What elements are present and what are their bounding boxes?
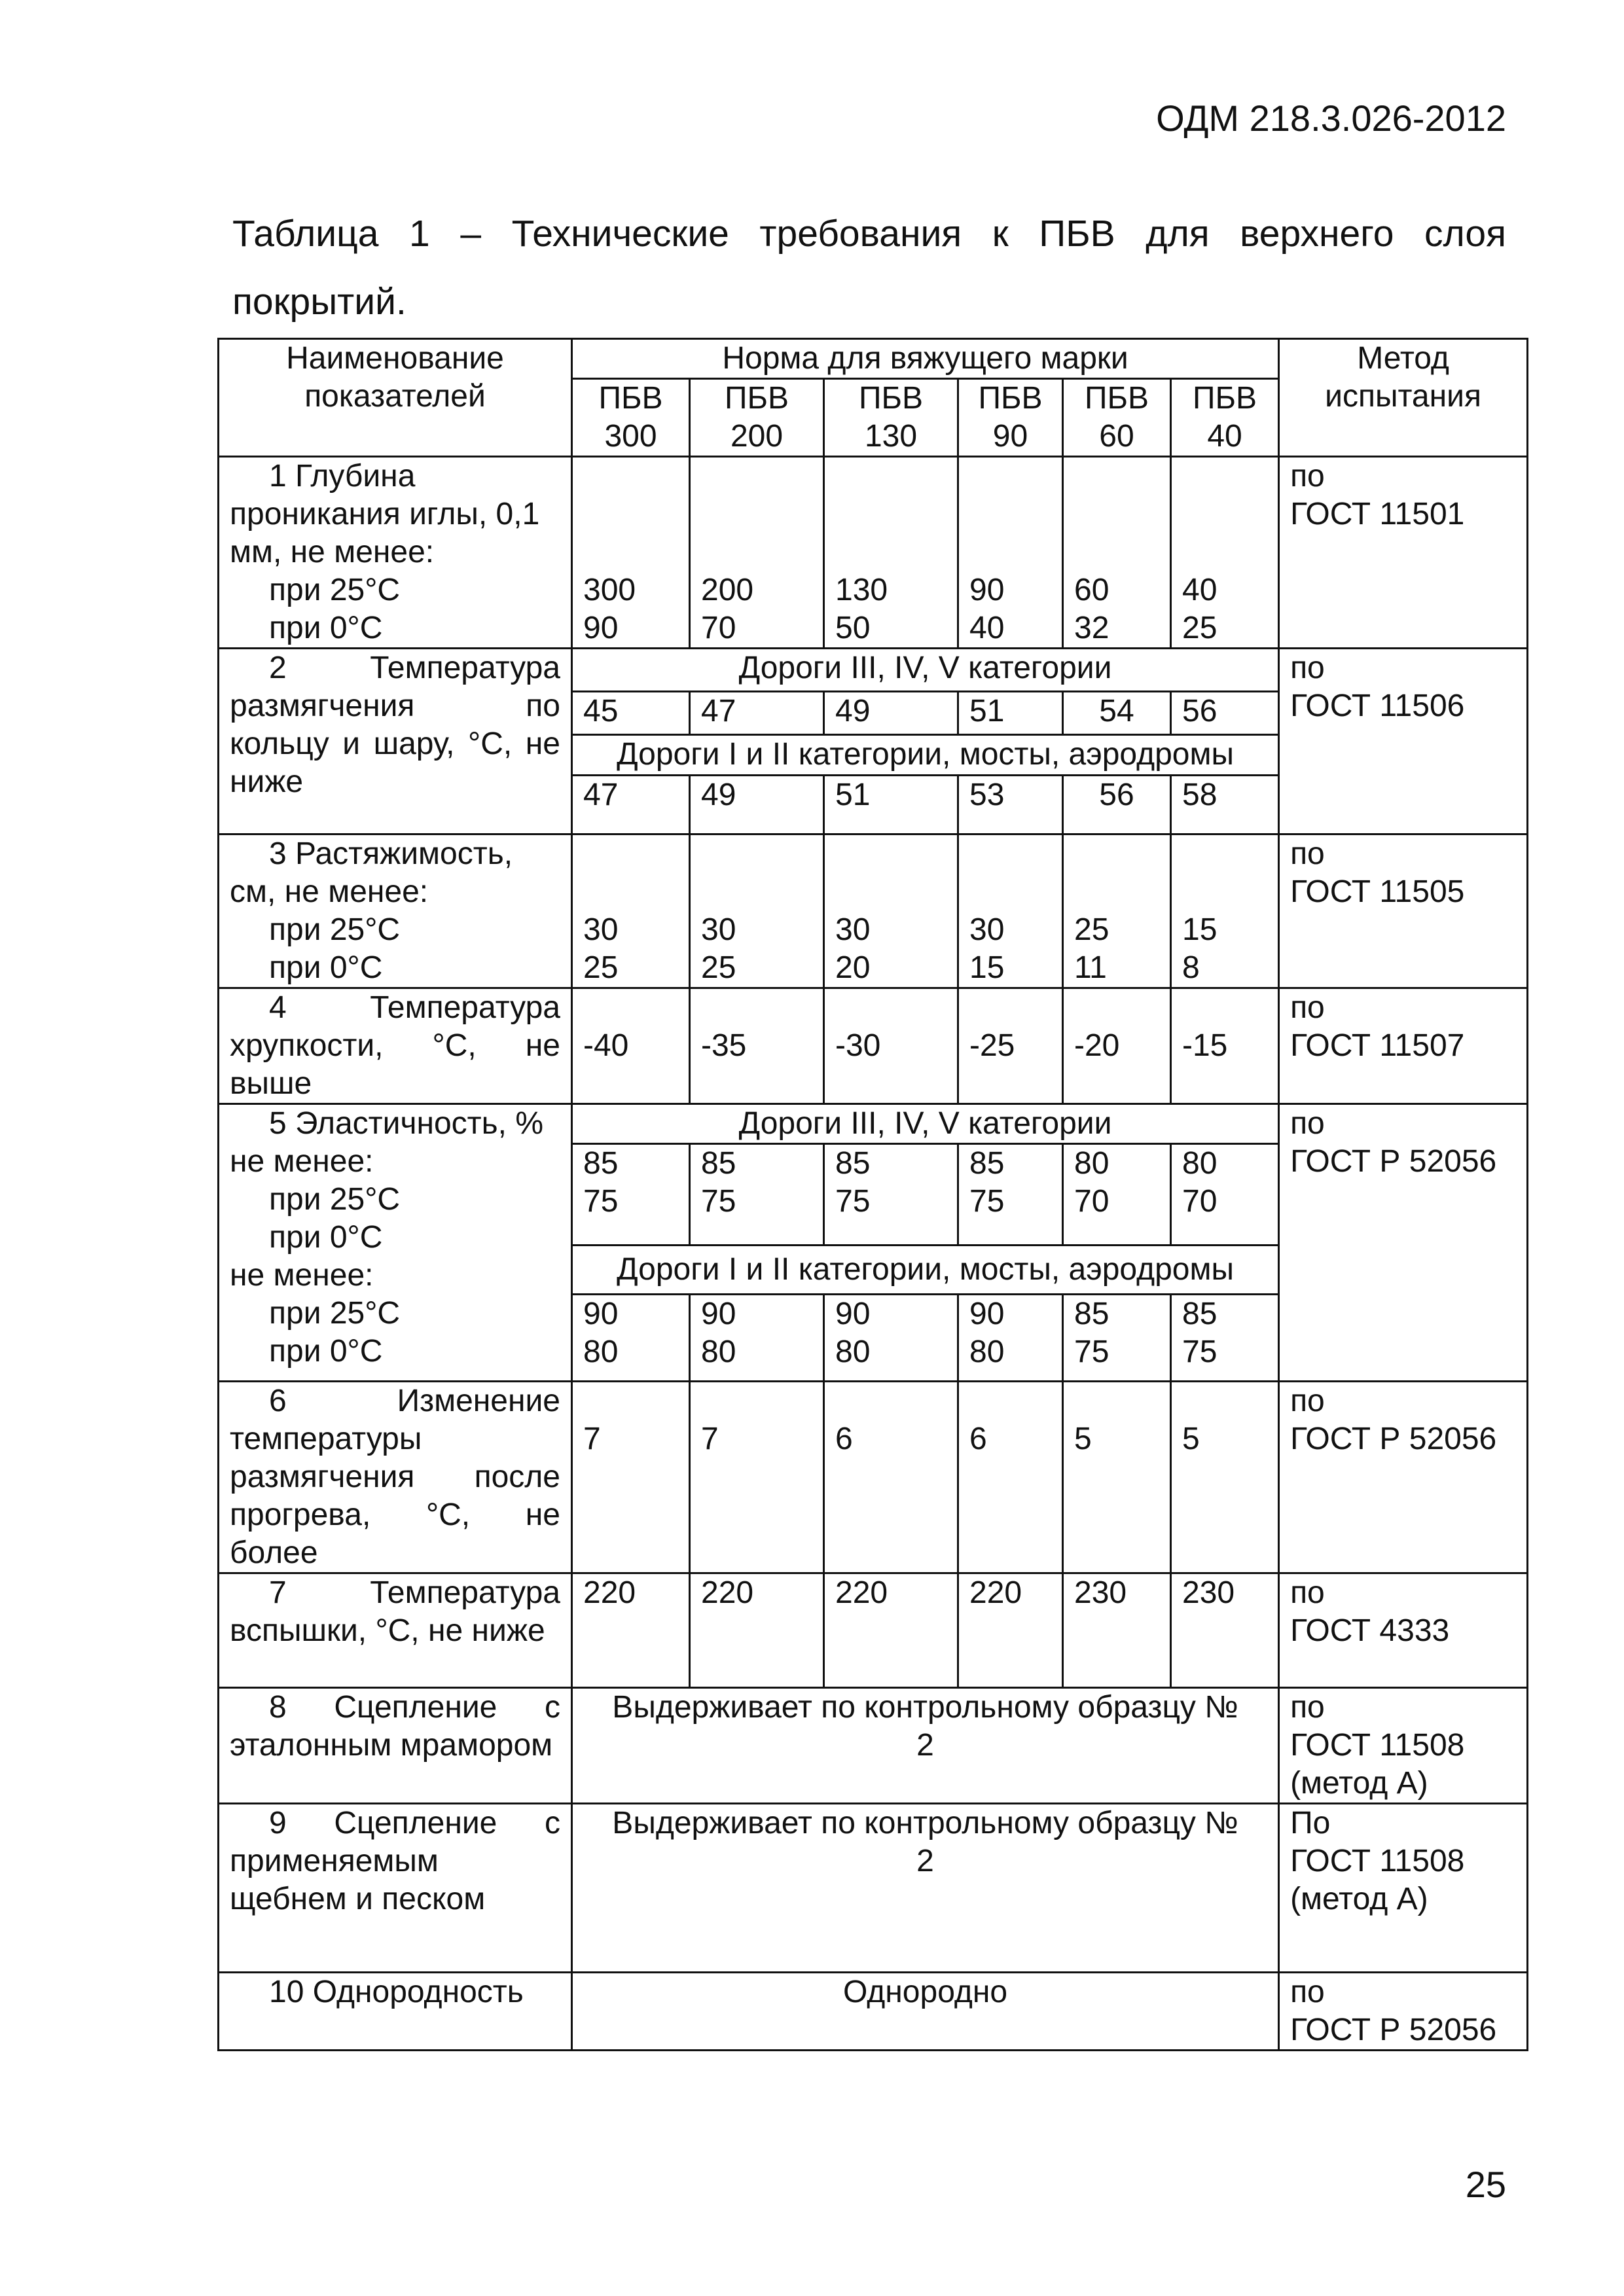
merged-value-cell: Выдерживает по контрольному образцу № 2 xyxy=(572,1804,1279,1973)
value: 90 xyxy=(969,1297,1005,1331)
value: 15 xyxy=(1182,912,1218,947)
value-cell: 7 xyxy=(690,1382,824,1573)
indicator-title: 1 Глубина проникания иглы, 0,1 мм, не менее: xyxy=(230,459,540,569)
method-line: по xyxy=(1290,1975,1325,2009)
value-cell xyxy=(1171,1144,1279,1246)
value-cell xyxy=(1171,834,1279,988)
value-cell xyxy=(690,1144,824,1246)
condition-label: при 25°С xyxy=(269,1296,401,1331)
value-cell: 47 xyxy=(690,692,824,735)
value-cell: 49 xyxy=(690,776,824,834)
merged-value-cell: Выдерживает по контрольному образцу № 2 xyxy=(572,1688,1279,1804)
indicator-title: 10 Однородность xyxy=(269,1975,524,2009)
value: 20 xyxy=(835,950,871,985)
value-cell: 54 xyxy=(1063,692,1171,735)
value: 90 xyxy=(701,1297,736,1331)
table-row xyxy=(219,1804,1528,1973)
condition-label: не менее: xyxy=(230,1258,374,1293)
method-line: по xyxy=(1290,459,1325,493)
condition-label: при 0°С xyxy=(269,950,383,985)
value-cell xyxy=(1063,457,1171,649)
value: 300 xyxy=(583,573,636,607)
table-caption: Таблица 1 – Технические требования к ПБВ для верхнего слоя покрытий. xyxy=(232,213,1506,323)
value: 25 xyxy=(1074,912,1110,947)
value: 30 xyxy=(835,912,871,947)
value: 75 xyxy=(969,1184,1005,1219)
condition-label: при 0°С xyxy=(269,1334,383,1369)
value-cell xyxy=(958,1144,1063,1246)
value: 75 xyxy=(583,1184,619,1219)
value-cell: 220 xyxy=(958,1573,1063,1688)
method-line: ГОСТ 11508 xyxy=(1290,1844,1465,1878)
document-code: ОДМ 218.3.026-2012 xyxy=(1156,98,1506,139)
value: 200 xyxy=(701,573,754,607)
method-line: по xyxy=(1290,1690,1325,1725)
value: 90 xyxy=(583,1297,619,1331)
value-cell: 220 xyxy=(572,1573,690,1688)
method-cell xyxy=(1279,1688,1528,1804)
indicator-name xyxy=(219,1382,572,1573)
table-row xyxy=(219,988,1528,1104)
value-cell: 230 xyxy=(1063,1573,1171,1688)
value-cell: 58 xyxy=(1171,776,1279,834)
value-cell: -40 xyxy=(572,988,690,1104)
value-cell xyxy=(958,1295,1063,1382)
value-cell xyxy=(824,457,958,649)
indicator-name xyxy=(219,457,572,649)
value-cell: 5 xyxy=(1063,1382,1171,1573)
value: 90 xyxy=(583,611,619,645)
value-cell: 49 xyxy=(824,692,958,735)
category-subheader: Дороги III, IV, V категории xyxy=(572,649,1279,692)
value-cell xyxy=(824,834,958,988)
method-cell xyxy=(1279,1804,1528,1973)
value-cell xyxy=(690,834,824,988)
value: 80 xyxy=(701,1335,736,1369)
method-line: по xyxy=(1290,836,1325,871)
value: 85 xyxy=(1074,1297,1110,1331)
condition-label: при 25°С xyxy=(269,912,401,947)
value: 90 xyxy=(969,573,1005,607)
value: 40 xyxy=(1182,573,1218,607)
value: 8 xyxy=(1182,950,1200,985)
indicator-name xyxy=(219,834,572,988)
value-cell: 56 xyxy=(1063,776,1171,834)
grade-header: ПБВ 130 xyxy=(824,379,958,457)
value: 80 xyxy=(583,1335,619,1369)
method-line: ГОСТ Р 52056 xyxy=(1290,2013,1497,2047)
grade-header: ПБВ 200 xyxy=(690,379,824,457)
value-cell: 230 xyxy=(1171,1573,1279,1688)
method-cell xyxy=(1279,988,1528,1104)
value-cell: 220 xyxy=(824,1573,958,1688)
value-cell xyxy=(958,834,1063,988)
value-cell xyxy=(690,1295,824,1382)
value-cell: 6 xyxy=(824,1382,958,1573)
method-cell xyxy=(1279,834,1528,988)
table-row xyxy=(219,1573,1528,1688)
table-row xyxy=(219,1382,1528,1573)
value: 25 xyxy=(1182,611,1218,645)
indicator-title: 3 Растяжимость, см, не менее: xyxy=(230,836,513,909)
method-line: по xyxy=(1290,1575,1325,1610)
value-cell: 51 xyxy=(824,776,958,834)
value: 25 xyxy=(583,950,619,985)
value: 75 xyxy=(1182,1335,1218,1369)
indicator-title: 2 Температура размягчения по кольцу и шару, °С, не ниже xyxy=(230,651,560,799)
value-cell: 5 xyxy=(1171,1382,1279,1573)
value-cell xyxy=(1063,1144,1171,1246)
value-cell xyxy=(1171,457,1279,649)
method-line: ГОСТ 11507 xyxy=(1290,1028,1465,1063)
requirements-table xyxy=(217,338,1528,2051)
value: 30 xyxy=(701,912,736,947)
value: 85 xyxy=(835,1146,871,1181)
value: 15 xyxy=(969,950,1005,985)
method-cell xyxy=(1279,1104,1528,1382)
method-cell xyxy=(1279,1573,1528,1688)
table-row xyxy=(219,649,1528,692)
method-line: ГОСТ 11508 xyxy=(1290,1728,1465,1763)
indicator-name xyxy=(219,1804,572,1973)
condition-label: при 0°С xyxy=(269,1220,383,1255)
value: 85 xyxy=(1182,1297,1218,1331)
value-cell xyxy=(1063,1295,1171,1382)
method-line: (метод А) xyxy=(1290,1882,1428,1916)
condition-label: при 0°С xyxy=(269,611,383,645)
grade-header: ПБВ 300 xyxy=(572,379,690,457)
value: 75 xyxy=(701,1184,736,1219)
value: 50 xyxy=(835,611,871,645)
header-name-col: Наименование показателей xyxy=(219,339,572,457)
indicator-title: 4 Температура хрупкости, °С, не выше xyxy=(230,990,560,1101)
value: 11 xyxy=(1074,950,1107,985)
value: 85 xyxy=(969,1146,1005,1181)
value: 75 xyxy=(835,1184,871,1219)
value: 85 xyxy=(583,1146,619,1181)
method-line: ГОСТ Р 52056 xyxy=(1290,1144,1497,1179)
method-line: ГОСТ 11501 xyxy=(1290,497,1465,531)
value-cell xyxy=(572,1144,690,1246)
indicator-title: 8 Сцепление с эталонным мрамором xyxy=(230,1690,560,1763)
indicator-title: 6 Изменение температуры размягчения после прогрева, °С, не более xyxy=(230,1384,560,1570)
indicator-name xyxy=(219,649,572,834)
value-cell: 47 xyxy=(572,776,690,834)
header-row xyxy=(219,339,1528,379)
value-cell: 56 xyxy=(1171,692,1279,735)
indicator-name xyxy=(219,1573,572,1688)
value-cell: 7 xyxy=(572,1382,690,1573)
value: 30 xyxy=(583,912,619,947)
value: 32 xyxy=(1074,611,1110,645)
value-cell: -20 xyxy=(1063,988,1171,1104)
grade-header: ПБВ 60 xyxy=(1063,379,1171,457)
indicator-name xyxy=(219,1973,572,2051)
value-cell xyxy=(572,1295,690,1382)
value-cell xyxy=(958,457,1063,649)
value: 130 xyxy=(835,573,888,607)
method-line: ГОСТ 11506 xyxy=(1290,689,1465,723)
value-cell: 51 xyxy=(958,692,1063,735)
value: 25 xyxy=(701,950,736,985)
value: 60 xyxy=(1074,573,1110,607)
category-subheader: Дороги III, IV, V категории xyxy=(572,1104,1279,1144)
value-cell: -15 xyxy=(1171,988,1279,1104)
merged-value-cell: Однородно xyxy=(572,1973,1279,2051)
value: 80 xyxy=(1182,1146,1218,1181)
category-subheader: Дороги I и II категории, мосты, аэродромы xyxy=(572,735,1279,776)
value: 70 xyxy=(1074,1184,1110,1219)
value-cell: -30 xyxy=(824,988,958,1104)
indicator-title: 9 Сцепление с применяемым щебнем и песком xyxy=(230,1806,560,1916)
method-cell xyxy=(1279,1973,1528,2051)
value: 70 xyxy=(1182,1184,1218,1219)
method-line: по xyxy=(1290,1384,1325,1418)
value-cell xyxy=(824,1295,958,1382)
value: 85 xyxy=(701,1146,736,1181)
value-cell: 53 xyxy=(958,776,1063,834)
value: 40 xyxy=(969,611,1005,645)
value: 70 xyxy=(701,611,736,645)
value: 80 xyxy=(835,1335,871,1369)
value-cell xyxy=(1063,834,1171,988)
table-row xyxy=(219,1688,1528,1804)
value-cell xyxy=(572,834,690,988)
value-cell: 45 xyxy=(572,692,690,735)
indicator-name xyxy=(219,988,572,1104)
indicator-name xyxy=(219,1688,572,1804)
value-cell xyxy=(572,457,690,649)
condition-label: при 25°С xyxy=(269,1182,401,1217)
value-cell xyxy=(824,1144,958,1246)
method-cell xyxy=(1279,457,1528,649)
value-cell xyxy=(1171,1295,1279,1382)
header-method: Метод испытания xyxy=(1279,339,1528,457)
value: 80 xyxy=(969,1335,1005,1369)
method-line: по xyxy=(1290,1106,1325,1141)
method-cell xyxy=(1279,649,1528,834)
indicator-name xyxy=(219,1104,572,1382)
value: 30 xyxy=(969,912,1005,947)
value: 75 xyxy=(1074,1335,1110,1369)
table-row xyxy=(219,1973,1528,2051)
value-cell: -25 xyxy=(958,988,1063,1104)
requirements-table-wrapper xyxy=(217,338,1526,2051)
value-cell xyxy=(690,457,824,649)
method-line: ГОСТ 11505 xyxy=(1290,874,1465,909)
page-number: 25 xyxy=(1465,2164,1506,2205)
method-line: По xyxy=(1290,1806,1331,1840)
method-line: ГОСТ 4333 xyxy=(1290,1613,1450,1648)
method-line: по xyxy=(1290,651,1325,685)
value: 90 xyxy=(835,1297,871,1331)
method-cell xyxy=(1279,1382,1528,1573)
indicator-title: 5 Эластичность, % не менее: xyxy=(230,1106,543,1179)
header-norm: Норма для вяжущего марки xyxy=(572,339,1279,379)
table-row xyxy=(219,457,1528,649)
method-line: ГОСТ Р 52056 xyxy=(1290,1422,1497,1456)
method-line: (метод А) xyxy=(1290,1766,1428,1801)
value-cell: 220 xyxy=(690,1573,824,1688)
method-line: по xyxy=(1290,990,1325,1025)
condition-label: при 25°С xyxy=(269,573,401,607)
value: 80 xyxy=(1074,1146,1110,1181)
table-row xyxy=(219,1104,1528,1144)
category-subheader: Дороги I и II категории, мосты, аэродромы xyxy=(572,1246,1279,1295)
table-row xyxy=(219,834,1528,988)
grade-header: ПБВ 40 xyxy=(1171,379,1279,457)
value-cell: -35 xyxy=(690,988,824,1104)
value-cell: 6 xyxy=(958,1382,1063,1573)
indicator-title: 7 Температура вспышки, °С, не ниже xyxy=(230,1575,560,1648)
grade-header: ПБВ 90 xyxy=(958,379,1063,457)
